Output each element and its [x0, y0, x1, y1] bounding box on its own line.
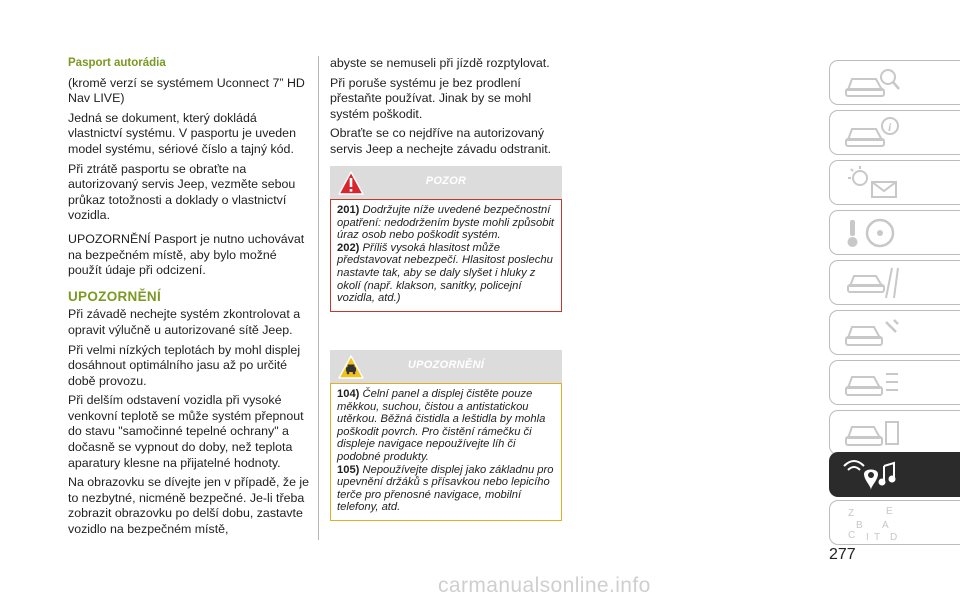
column-divider	[318, 56, 319, 540]
index-letter-c: C	[848, 530, 856, 541]
section-heading-warning: UPOZORNĚNÍ	[68, 288, 162, 304]
index-letter-z: Z	[848, 508, 855, 519]
index-letter-t: T	[874, 532, 881, 543]
warning-item	[337, 242, 557, 305]
chapter-tab-emergency[interactable]	[829, 310, 960, 355]
paragraph: abyste se nemuseli při jízdě rozptylovat.	[330, 56, 550, 70]
item-number: 202)	[337, 241, 360, 254]
item-text: Příliš vysoká hlasitost může představovat nebezpečí. Hlasitost poslechu nastavte tak, aby se daly slyšet i hluky z okolí (např. klakson, sanitky, policejní vozidla, atd.)	[337, 241, 553, 305]
paragraph: Při ztrátě pasportu se obraťte na autorizovaný servis Jeep, vezměte sebou průkaz totožnosti a doklady o vlastnictví vozidla.	[68, 161, 296, 223]
car-road-icon	[842, 264, 902, 302]
caution-box-body	[330, 383, 562, 521]
paragraph: Obraťte se co nejdříve na autorizovaný servis Jeep a nechejte závadu odstranit.	[330, 126, 552, 156]
caution-item	[337, 464, 557, 514]
tools-steering-wheel-icon	[842, 214, 902, 252]
chapter-tab-driving[interactable]	[829, 260, 960, 305]
index-letter-i: I	[866, 532, 869, 543]
car-search-icon	[842, 64, 902, 102]
svg-text:i: i	[888, 120, 892, 134]
chapter-tab-car-info[interactable]	[829, 110, 960, 155]
index-letter-a: A	[882, 520, 889, 531]
sub-heading-radio-passport: Pasport autorádia	[68, 57, 166, 69]
item-text: Nepoužívejte displej jako základnu pro upevnění držáků s přísavkou nebo lepicího terče pro přenosné navigace, mobilní telefony, atd.	[337, 463, 554, 514]
item-number: 105)	[337, 463, 360, 476]
warning-box-header	[330, 166, 562, 199]
car-specs-icon	[842, 364, 902, 402]
warning-box-title: POZOR	[425, 175, 467, 187]
paragraph: Jedná se dokument, který dokládá vlastnictví systému. V pasportu je uveden model systému, sériové číslo a tajný kód.	[68, 110, 296, 156]
right-column	[330, 56, 562, 162]
item-number: 104)	[337, 388, 360, 400]
chapter-tab-maintenance[interactable]	[829, 360, 960, 405]
caution-box-header	[330, 350, 562, 383]
paragraph: Při delším odstavení vozidla při vysoké venkovní teplotě se může systém přepnout do stavu "samočinné tepelné ochrany" a dočasně se vypnout do doby, než teplota aparatury klesne na přijatelné hodnoty.	[68, 393, 304, 470]
warning-item	[337, 204, 557, 242]
car-repair-icon	[842, 314, 902, 352]
paragraph: UPOZORNĚNÍ Pasport je nutno uchovávat na bezpečném místě, aby bylo možné použít údaje při odcizení.	[68, 231, 305, 278]
index-letter-e: E	[886, 506, 893, 517]
paragraph: Při závadě nechejte systém zkontrolovat a opravit výlučně u autorizované sítě Jeep.	[68, 307, 301, 337]
paragraph: Na obrazovku se dívejte jen v případě, že je to nezbytné, nicméně bezpečné. Je-li třeba zobrazit obrazovku po delší dobu, zastavte vozidlo na bezpečném místě,	[68, 475, 310, 537]
chapter-tab-controls[interactable]	[829, 210, 960, 255]
left-column	[68, 56, 310, 542]
warning-box	[330, 166, 562, 312]
warning-box-body	[330, 199, 562, 312]
chapter-tab-index[interactable]	[829, 500, 960, 545]
chapter-tab-car-search[interactable]	[829, 60, 960, 105]
caution-box	[330, 350, 562, 521]
caution-item	[337, 388, 557, 464]
item-text: Dodržujte níže uvedené bezpečnostní opatření: nedodržením byste mohli způsobit úraz osob nebo poškodit systém.	[337, 204, 555, 242]
chapter-tab-lights-messages[interactable]	[829, 160, 960, 205]
paragraph: Při poruše systému je bez prodlení přestaňte používat. Jinak by se mohl systém poškodit.	[330, 75, 532, 121]
index-letter-d: D	[890, 532, 898, 543]
index-letter-b: B	[856, 520, 863, 531]
item-number: 201)	[337, 204, 360, 216]
index-letters-icon	[842, 504, 902, 544]
car-data-icon	[842, 414, 902, 452]
chapter-tab-multimedia[interactable]	[829, 452, 960, 497]
item-text: Čelní panel a displej čistěte pouze měkkou, suchou, čistou a antistatickou utěrkou. Běžná čistidla a leštidla by mohla poškodit povrch. Pro čistění rámečku či displeje navigace nepoužívejte líh či podobné produkty.	[337, 388, 546, 463]
multimedia-icon	[842, 456, 902, 496]
paragraph: (kromě verzí se systémem Uconnect 7” HD Nav LIVE)	[68, 75, 305, 106]
paragraph: Při velmi nízkých teplotách by mohl displej dosáhnout optimálního jasu až po určité době provozu.	[68, 342, 301, 388]
watermark: carmanualsonline.info	[438, 574, 651, 597]
chapter-tab-technical-data[interactable]	[829, 410, 960, 455]
light-message-icon	[842, 164, 902, 202]
page-number: 277	[829, 546, 856, 563]
car-info-icon	[842, 114, 902, 152]
caution-box-title: UPOZORNĚNÍ	[407, 359, 485, 371]
